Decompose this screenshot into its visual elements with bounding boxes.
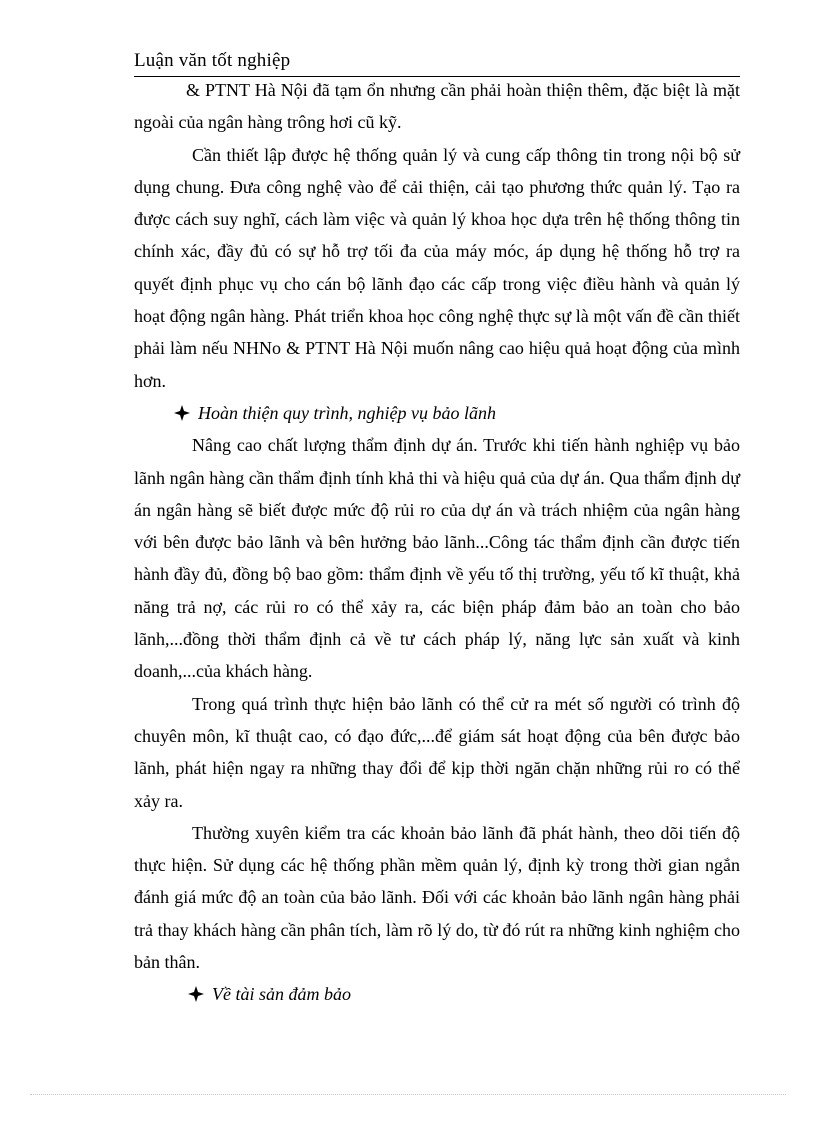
section-heading-text: Hoàn thiện quy trình, nghiệp vụ bảo lãnh [198,402,496,423]
diamond-bullet-icon [174,405,190,421]
paragraph-appraisal: Nâng cao chất lượng thẩm định dự án. Trước khi tiến hành nghiệp vụ bảo lãnh ngân hàng cần thẩm định tính khả thi và hiệu quả của dự án. Qua thẩm định dự án ngân hàng sẽ biết được mức độ rủi ro của dự án và trách nhiệm của ngân hàng với bên được bảo lãnh và bên hưởng bảo lãnh...Công tác thẩm định cần được tiến hành đầy đủ, đồng bộ bao gồm: thẩm định về yếu tố thị trường, yếu tố kĩ thuật, khả năng trả nợ, các rủi ro có thể xảy ra, các biện pháp đảm bảo an toàn cho bảo lãnh,...đồng thời thẩm định cả về tư cách pháp lý, năng lực sản xuất và kinh doanh,...của khách hàng. [134,435,740,682]
paragraph-inspection: Thường xuyên kiểm tra các khoản bảo lãnh đã phát hành, theo dõi tiến độ thực hiện. Sử dụng các hệ thống phần mềm quản lý, định kỳ trong thời gian ngắn đánh giá mức độ an toàn của bảo lãnh. Đối với các khoản bảo lãnh ngân hàng phải trả thay khách hàng cần phân tích, làm rõ lý do, từ đó rút ra những kinh nghiệm cho bản thân. [134,822,740,973]
section-heading-collateral [134,978,740,1010]
diamond-bullet-icon [188,986,204,1002]
document-body [134,74,740,1011]
page-bottom-divider [30,1094,786,1095]
page-header [134,50,740,77]
paragraph-continuation: & PTNT Hà Nội đã tạm ổn nhưng cần phải hoàn thiện thêm, đặc biệt là mặt ngoài của ngân hàng trông hơi cũ kỹ. [134,80,740,133]
paragraph-supervision: Trong quá trình thực hiện bảo lãnh có thể cử ra mét số người có trình độ chuyên môn, kĩ thuật cao, có đạo đức,...để giám sát hoạt động của bên được bảo lãnh, phát hiện ngay ra những thay đổi để kịp thời ngăn chặn những rủi ro có thể xảy ra. [134,693,740,811]
section-heading-text: Về tài sản đảm bảo [212,984,351,1005]
paragraph-information-system: Cần thiết lập được hệ thống quản lý và cung cấp thông tin trong nội bộ sử dụng chung. Đưa công nghệ vào để cải thiện, cải tạo phương thức quản lý. Tạo ra được cách suy nghĩ, cách làm việc và quản lý khoa học dựa trên hệ thống thông tin chính xác, đầy đủ có sự hỗ trợ tối đa của máy móc, áp dụng hệ thống hỗ trợ ra quyết định phục vụ cho cán bộ lãnh đạo các cấp trong việc điều hành và quản lý hoạt động ngân hàng. Phát triển khoa học công nghệ thực sự là một vấn đề cần thiết phải làm nếu NHNo & PTNT Hà Nội muốn nâng cao hiệu quả hoạt động của mình hơn. [134,144,740,391]
header-title: Luận văn tốt nghiệp [134,50,291,71]
section-heading-guarantee-process [134,397,740,429]
